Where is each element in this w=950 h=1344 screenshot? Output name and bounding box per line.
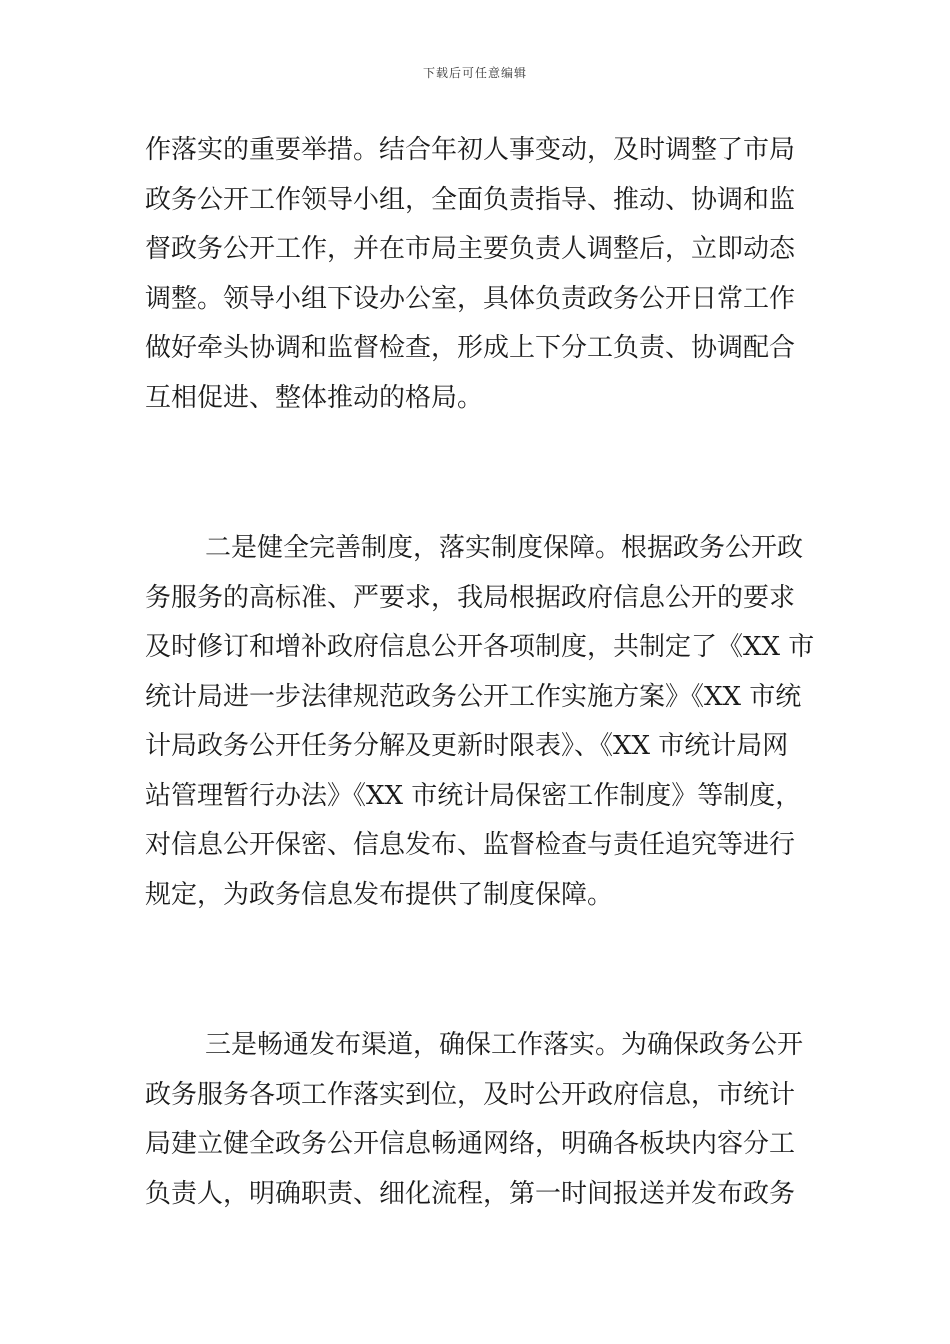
text-line: 站管理暂行办法》《XX 市统计局保密工作制度》等制度，: [145, 780, 802, 811]
text-line: 规定，为政务信息发布提供了制度保障。: [145, 879, 614, 910]
text-line: 对信息公开保密、信息发布、监督检查与责任追究等进行: [145, 830, 796, 860]
paragraph-leadership: [145, 126, 817, 423]
text-line: 务服务的高标准、严要求，我局根据政府信息公开的要求: [145, 582, 796, 613]
text-line: 局建立健全政务公开信息畅通网络，明确各板块内容分工: [145, 1129, 796, 1159]
text-line: 做好牵头协调和监督检查，形成上下分工负责、协调配合: [145, 333, 796, 363]
text-line: 及时修订和增补政府信息公开各项制度，共制定了《XX 市: [145, 632, 815, 662]
text-line: 计局政务公开任务分解及更新时限表》、《XX 市统计局网: [145, 731, 789, 761]
text-line: 作落实的重要举措。结合年初人事变动，及时调整了市局: [145, 135, 796, 165]
paragraph-system-improvement: [145, 524, 817, 920]
text-line: 政务公开工作领导小组，全面负责指导、推动、协调和监: [145, 184, 796, 215]
text-line: 统计局进一步法律规范政务公开工作实施方案》《XX 市统: [145, 681, 802, 712]
paragraph-release-channels: [145, 1021, 817, 1219]
text-line: 调整。领导小组下设办公室，具体负责政务公开日常工作: [145, 283, 796, 314]
text-line: 互相促进、整体推动的格局。: [145, 382, 484, 413]
text-line: 督政务公开工作，并在市局主要负责人调整后，立即动态: [145, 234, 796, 264]
text-line: 政务服务各项工作落实到位，及时公开政府信息，市统计: [145, 1079, 796, 1110]
header-note: 下载后可任意编辑: [422, 66, 527, 80]
text-line: 负责人，明确职责、细化流程，第一时间报送并发布政务: [145, 1178, 796, 1209]
text-line: 二是健全完善制度，落实制度保障。根据政务公开政: [205, 533, 804, 563]
text-line: 三是畅通发布渠道，确保工作落实。为确保政务公开: [205, 1030, 804, 1060]
